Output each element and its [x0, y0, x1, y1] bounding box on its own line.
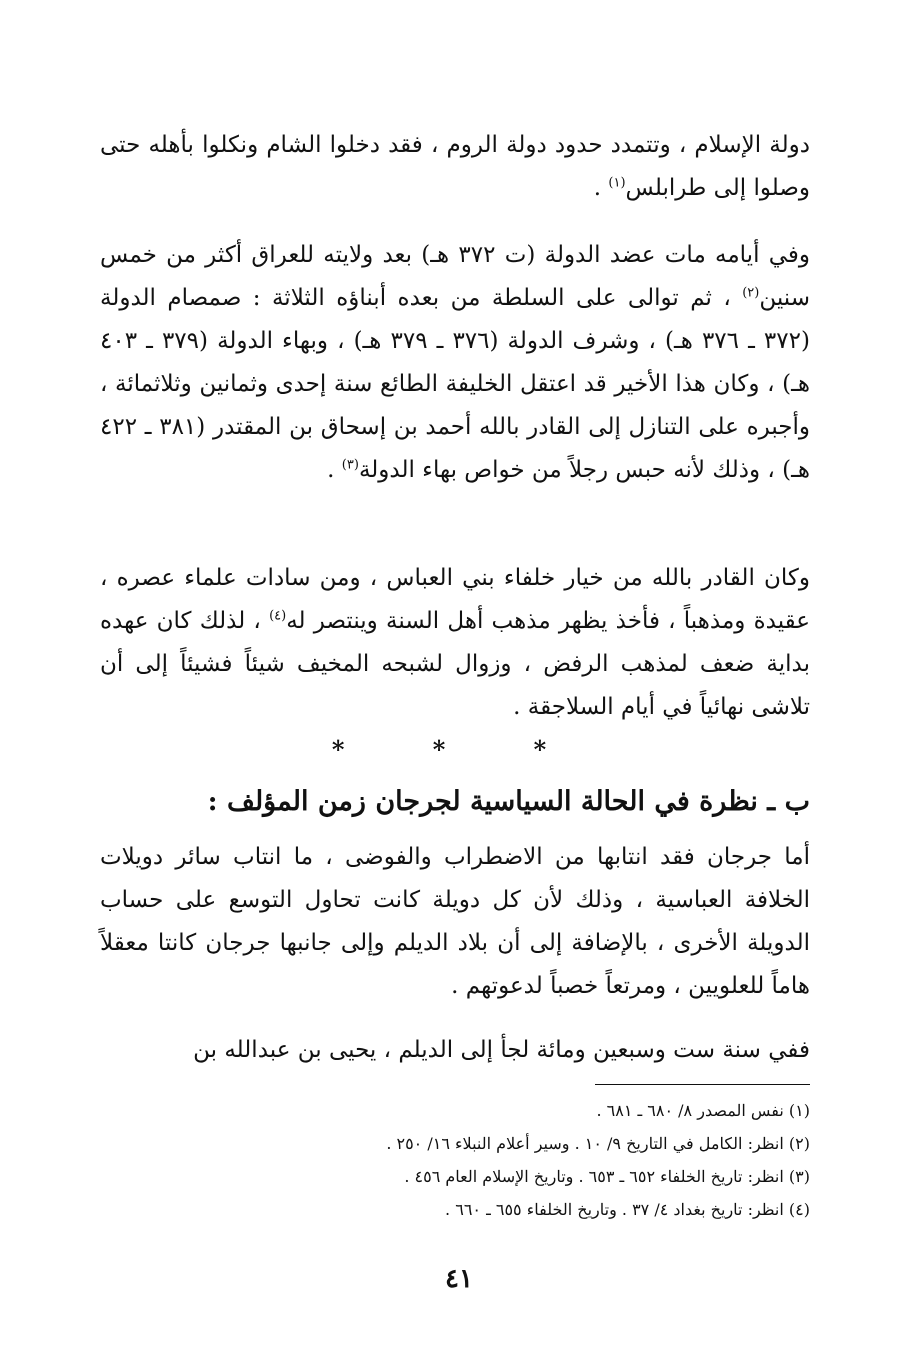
paragraph-tail: ، ثم توالى على السلطة من بعده أبناؤه الثلاثة : صمصام الدولة (٣٧٢ ـ ٣٧٦ هـ) ، وشرف الدولة (٣٧٦ ـ ٣٧٩ هـ) ، وبهاء الدولة (٣٧٩ ـ ٤٠٣ هـ) ، وكان هذا الأخير قد اعتقل الخليفة الطائع سنة إحدى وثمانين وثلاثمائة ، وأجبره على التنازل إلى القادر بالله أحمد بن إسحاق بن المقتدر (٣٨١ ـ ٤٢٢ هـ) ، وذلك لأنه حبس رجلاً من خواص بهاء الدولة	[100, 285, 810, 483]
footnote-3: (٣) انظر: تاريخ الخلفاء ٦٥٢ ـ ٦٥٣ . وتاريخ الإسلام العام ٤٥٦ .	[404, 1167, 810, 1186]
paragraph-2	[100, 234, 810, 492]
paragraph-tail: ، لذلك كان عهده بداية ضعف لمذهب الرفض ، وزوال لشبحه المخيف شيئاً فشيئاً إلى أن تلاشى نهائياً في أيام السلاجقة .	[100, 608, 810, 720]
paragraph-tail-2: .	[327, 457, 342, 483]
footnotes	[100, 1094, 810, 1226]
footnote-4: (٤) انظر: تاريخ بغداد ٤/ ٣٧ . وتاريخ الخلفاء ٦٥٥ ـ ٦٦٠ .	[445, 1200, 810, 1219]
footnote-1: (١) نفس المصدر ٨/ ٦٨٠ ـ ٦٨١ .	[596, 1101, 810, 1120]
footnote-marker-1: (١)	[608, 175, 626, 191]
paragraph-text: أما جرجان فقد انتابها من الاضطراب والفوضى ، ما انتاب سائر دويلات الخلافة العباسية ، وذلك لأن كل دويلة كانت تحاول التوسع على حساب الدويلة الأخرى ، بالإضافة إلى أن بلاد الديلم وإلى جانبها جرجان كانتا معقلاً هاماً للعلويين ، ومرتعاً خصباً لدعوتهم .	[100, 844, 810, 999]
footnote-divider	[595, 1084, 810, 1085]
paragraph-text: وكان القادر بالله من خيار خلفاء بني العباس ، ومن سادات علماء عصره ، عقيدة ومذهباً ، فأخذ يظهر مذهب أهل السنة وينتصر له	[100, 565, 811, 634]
paragraph-text: ففي سنة ست وسبعين ومائة لجأ إلى الديلم ، يحيى بن عبدالله بن	[193, 1037, 810, 1063]
footnote-marker-2: (٢)	[742, 285, 760, 301]
paragraph-text: دولة الإسلام ، وتتمدد حدود دولة الروم ، فقد دخلوا الشام ونكلوا بأهله حتى وصلوا إلى طرابلس	[100, 132, 810, 201]
paragraph-3	[100, 557, 810, 729]
paragraph-4	[100, 836, 810, 1008]
section-heading: ب ـ نظرة في الحالة السياسية لجرجان زمن المؤلف :	[207, 786, 810, 817]
footnote-marker-3: (٣)	[341, 457, 359, 473]
page-number: ٤١	[445, 1264, 473, 1294]
paragraph-text: وفي أيامه مات عضد الدولة (ت ٣٧٢ هـ) بعد ولايته للعراق أكثر من خمس سنين	[100, 242, 811, 311]
paragraph-1	[100, 124, 810, 210]
paragraph-5	[100, 1029, 810, 1072]
section-separator: * * *	[331, 735, 587, 764]
footnote-2: (٢) انظر: الكامل في التاريخ ٩/ ١٠ . وسير أعلام النبلاء ١٦/ ٢٥٠ .	[386, 1134, 810, 1153]
footnote-marker-4: (٤)	[269, 608, 287, 624]
paragraph-tail: .	[593, 175, 609, 201]
